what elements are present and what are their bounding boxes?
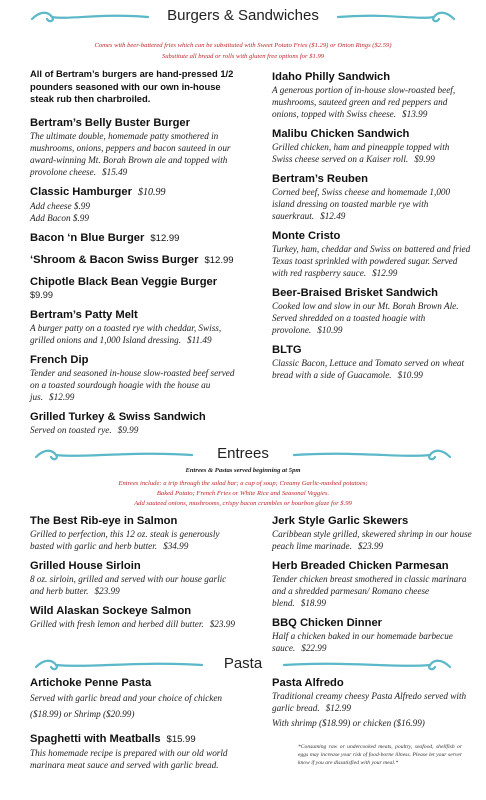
item-name: ‘Shroom & Bacon Swiss Burger — [30, 253, 199, 266]
item-price: $9.99 — [414, 154, 435, 164]
item-name: Classic Hamburger — [30, 185, 132, 198]
swirl-ornament-icon — [336, 10, 456, 24]
item-desc: Traditional creamy cheesy Pasta Alfredo served with garlic bread. — [272, 691, 467, 713]
item-desc: Served on toasted rye. — [30, 424, 112, 435]
item-price: $22.99 — [301, 643, 327, 653]
item-name: Pasta Alfredo — [272, 677, 344, 689]
item-desc: 8 oz. sirloin, grilled and served with our house garlic and herb butter. — [30, 574, 227, 596]
menu-item — [272, 229, 472, 279]
entrees-include-note-2: Baked Potato; French Fries or White Rice and Seasonal Veggies. — [156, 490, 330, 497]
burgers-intro: All of Bertram’s burgers are hand-pressed 1/2 pounders seasoned with our own in-house steak rub then charbroiled. — [30, 68, 234, 104]
item-price: $9.99 — [117, 424, 139, 435]
item-price: $12.99 — [150, 232, 180, 244]
entrees-header — [0, 444, 486, 466]
entrees-time-note: Entrees & Pastas served beginning at 5pm — [185, 467, 301, 474]
item-price: $15.99 — [166, 734, 196, 745]
menu-item — [272, 172, 472, 222]
item-name: BBQ Chicken Dinner — [272, 617, 383, 629]
menu-item — [272, 286, 472, 336]
item-price: $15.49 — [102, 166, 128, 177]
item-desc: Turkey, ham, cheddar and Swiss on battered and fried Texas toast sprinkled with powdered sugar. Served with red raspberry sauce. — [272, 244, 471, 278]
menu-item — [272, 559, 472, 609]
item-name: The Best Rib-eye in Salmon — [30, 515, 178, 527]
item-name: BLTG — [272, 344, 302, 356]
menu-item — [272, 127, 472, 165]
food-safety-disclaimer: *Consuming raw or undercooked meats, poultry, seafood, shellfish or eggs may increase your risk of food-borne illness. Please let your server know if you are dissatisfied with your meal.* — [298, 744, 462, 766]
item-addon: Add Bacon $.99 — [30, 212, 89, 223]
menu-item — [30, 604, 242, 630]
item-desc: A burger patty on a toasted rye with cheddar, Swiss, grilled onions and 1,000 Island dressing. — [30, 322, 222, 345]
menu-item — [272, 343, 472, 381]
item-desc: This homemade recipe is prepared with our old world marinara meat sauce and served with garlic bread. — [30, 748, 228, 770]
entrees-include-note: Entrees include: a trip through the salad bar; a cup of soup; Creamy Garlic-mashed potatoes; — [118, 480, 368, 487]
item-desc: Cooked low and slow in our Mt. Borah Brown Ale. Served shredded on a toasted hoagie with provolone. — [272, 301, 459, 335]
menu-item — [30, 253, 242, 268]
menu-item — [272, 70, 472, 120]
item-name: Herb Breaded Chicken Parmesan — [272, 560, 449, 572]
item-desc: Tender chicken breast smothered in classic marinara and a shredded parmesan/ Romano cheese blend. — [272, 574, 467, 608]
item-price: $10.99 — [317, 325, 343, 335]
item-name: Malibu Chicken Sandwich — [272, 128, 410, 140]
item-desc: Tender and seasoned in-house slow-roasted beef served on a toasted sourdough hoagie with the house au jus. — [30, 367, 235, 402]
item-price: $23.99 — [357, 541, 384, 551]
menu-item — [30, 732, 244, 771]
item-name: Chipotle Black Bean Veggie Burger — [30, 275, 218, 288]
menu-item — [272, 616, 472, 654]
menu-item — [30, 514, 242, 552]
item-desc: Corned beef, Swiss cheese and homemade 1,000 island dressing on toasted marble rye with sauerkraut. — [272, 187, 451, 221]
item-name: Bacon ‘n Blue Burger — [30, 231, 145, 244]
item-desc: Classic Bacon, Lettuce and Tomato served on wheat bread with a side of Guacamole. — [272, 358, 465, 380]
section-title-pasta: Pasta — [223, 655, 263, 672]
item-price: $34.99 — [163, 541, 189, 551]
menu-item — [30, 676, 244, 722]
item-price: $9.99 — [30, 289, 53, 300]
item-name: Bertram’s Patty Melt — [30, 308, 138, 321]
item-price: $10.99 — [397, 370, 423, 380]
pasta-right-column — [272, 676, 472, 767]
menu-item — [30, 231, 242, 246]
item-desc: Grilled chicken, ham and pineapple topped with Swiss cheese served on a Kaiser roll. — [272, 142, 450, 164]
menu-item — [272, 514, 472, 552]
section-title-entrees: Entrees — [217, 445, 269, 462]
item-name: Grilled House Sirloin — [30, 560, 141, 572]
menu-item — [30, 308, 242, 346]
item-name: Jerk Style Garlic Skewers — [272, 515, 409, 527]
item-desc: Grilled with fresh lemon and herbed dill butter. — [30, 619, 204, 629]
item-price: $13.99 — [402, 109, 428, 119]
item-price: $12.99 — [49, 391, 75, 402]
burgers-left-column — [30, 68, 242, 443]
item-desc: Grilled to perfection, this 12 oz. steak is generously basted with garlic and herb butter. — [30, 529, 220, 551]
pasta-header — [0, 654, 486, 676]
item-price: $11.49 — [187, 334, 212, 345]
menu-item — [30, 353, 242, 403]
entrees-addon-note: Add sauteed onions, mushrooms, crispy bacon crumbles or bourbon glaze for $.99 — [134, 500, 352, 507]
item-name: French Dip — [30, 353, 89, 366]
burgers-side-note: Comes with beer-battered fries which can be substituted with Sweet Potato Fries ($1.29) or Onion Rings ($2.59) — [94, 42, 392, 49]
burgers-right-column — [272, 70, 472, 388]
swirl-ornament-icon — [292, 448, 452, 462]
menu-item — [272, 676, 472, 729]
swirl-ornament-icon — [282, 658, 452, 672]
item-name: Monte Cristo — [272, 230, 341, 242]
item-price: $12.49 — [320, 211, 346, 221]
pasta-left-column — [30, 676, 244, 778]
item-name: Idaho Philly Sandwich — [272, 71, 391, 83]
item-desc: The ultimate double, homemade patty smothered in mushrooms, onions, peppers and bacon sauteed in our award-winning Mt. Borah Brown ale and topped with provolone cheese. — [30, 130, 231, 177]
item-price: $12.99 — [204, 254, 234, 266]
item-price: $12.99 — [372, 268, 398, 278]
item-name: Beer-Braised Brisket Sandwich — [272, 287, 439, 299]
entrees-left-column — [30, 514, 242, 637]
item-name: Wild Alaskan Sockeye Salmon — [30, 605, 192, 617]
item-desc: Half a chicken baked in our homemade barbecue sauce. — [272, 631, 453, 653]
item-name: Artichoke Penne Pasta — [30, 677, 152, 689]
item-price: $18.99 — [300, 598, 326, 608]
item-price: $23.99 — [94, 586, 120, 596]
section-title-burgers: Burgers & Sandwiches — [167, 7, 319, 24]
item-addon: Add cheese $.99 — [30, 200, 90, 211]
burgers-header — [0, 6, 486, 28]
item-addon: With shrimp ($18.99) or chicken ($16.99) — [272, 718, 425, 728]
menu-item — [30, 559, 242, 597]
menu-item — [30, 116, 242, 178]
menu-item — [30, 275, 242, 301]
item-desc: Caribbean style grilled, skewered shrimp in our house peach lime marinade. — [272, 529, 472, 551]
entrees-right-column — [272, 514, 472, 661]
item-name: Grilled Turkey & Swiss Sandwich — [30, 410, 206, 423]
item-name: Spaghetti with Meatballs — [30, 733, 161, 745]
item-desc: A generous portion of in-house slow-roasted beef, mushrooms, sauteed green and red peppers and onions, topped with Swiss cheese. — [272, 85, 456, 119]
item-price: $10.99 — [137, 186, 166, 198]
item-price: $23.99 — [209, 619, 235, 629]
gluten-free-note: Substitute all bread or rolls with gluten free options for $1.99 — [161, 53, 325, 60]
menu-item — [30, 410, 242, 436]
item-desc: Served with garlic bread and your choice of chicken ($18.99) or Shrimp ($20.99) — [30, 693, 223, 719]
item-name: Bertram’s Belly Buster Burger — [30, 116, 190, 129]
menu-item — [30, 185, 242, 224]
item-name: Bertram’s Reuben — [272, 173, 368, 185]
item-price: $12.99 — [325, 703, 351, 713]
